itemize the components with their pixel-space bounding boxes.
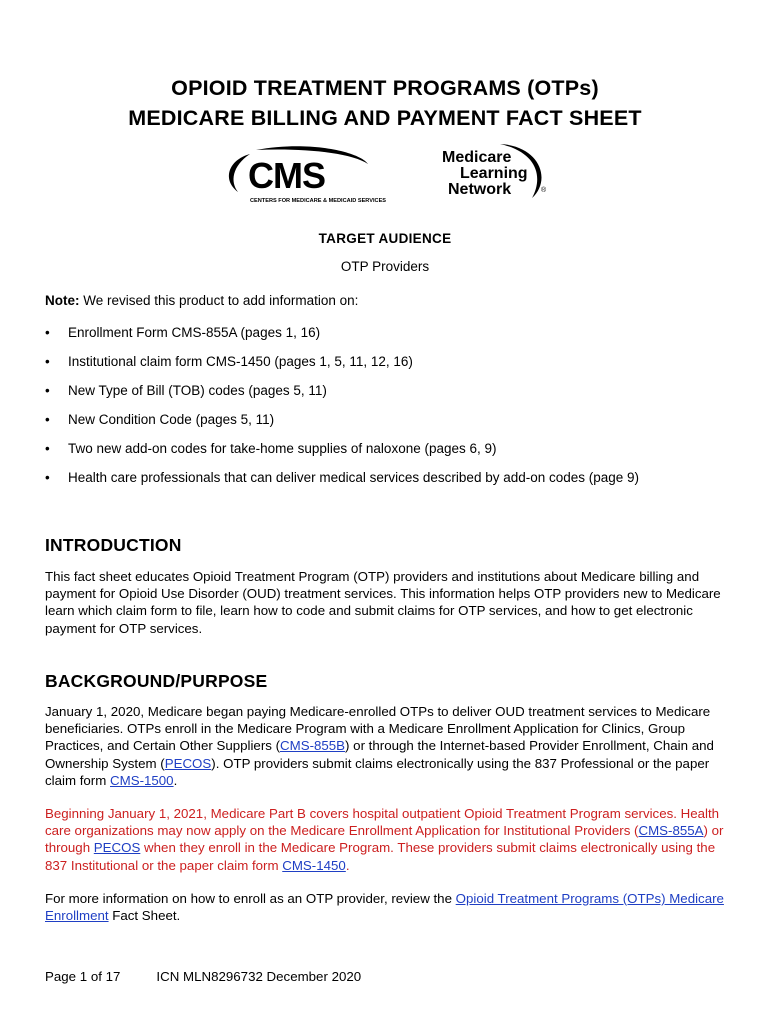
- document-title-line-1: OPIOID TREATMENT PROGRAMS (OTPs): [171, 76, 599, 100]
- page-footer: [45, 969, 361, 984]
- icn-number: ICN MLN8296732 December 2020: [156, 969, 362, 984]
- note-text: We revised this product to add information on:: [79, 293, 359, 308]
- revision-list-item-text: Two new add-on codes for take-home supplies of naloxone (pages 6, 9): [68, 441, 497, 456]
- bullet-icon: •: [45, 470, 50, 485]
- revision-list-item: [45, 318, 725, 347]
- background-heading: BACKGROUND/PURPOSE: [45, 671, 268, 691]
- otp-enrollment-fact-sheet-link[interactable]: Opioid Treatment Programs (OTPs) Medicare Enrollment: [45, 891, 724, 924]
- introduction-text: This fact sheet educates Opioid Treatment Program (OTP) providers and institutions about Medicare billing and payment for Opioid Use Disorder (OUD) treatment services. This information helps OTP providers new to Medicare learn which claim form to file, learn how to code and submit claims for OTP services, and how to get electronic payment for OTP services.: [45, 569, 721, 636]
- bullet-icon: •: [45, 412, 50, 427]
- bullet-icon: •: [45, 441, 50, 456]
- bullet-icon: •: [45, 354, 50, 369]
- svg-text:CENTERS FOR MEDICARE & MEDICAI: CENTERS FOR MEDICARE & MEDICAID SERVICES: [250, 198, 387, 204]
- pecos-link-2[interactable]: PECOS: [93, 840, 141, 856]
- revision-list: [45, 318, 725, 492]
- cms-logo: [220, 146, 387, 206]
- revision-list-item-text: Institutional claim form CMS-1450 (pages 1, 5, 11, 12, 16): [68, 354, 413, 369]
- svg-text:®: ®: [541, 187, 547, 194]
- revision-list-item: [45, 347, 725, 376]
- revision-list-item: [45, 463, 725, 492]
- bullet-icon: •: [45, 383, 50, 398]
- page-number: Page 1 of 17: [45, 969, 121, 984]
- svg-text:Network: Network: [448, 181, 512, 198]
- target-audience-value: OTP Providers: [340, 259, 430, 274]
- svg-text:CMS: CMS: [248, 155, 325, 196]
- revision-list-item: [45, 376, 725, 405]
- revision-list-item: [45, 434, 725, 463]
- cms-855b-link[interactable]: CMS-855B: [280, 738, 346, 754]
- cms-1450-link[interactable]: CMS-1450: [282, 857, 346, 873]
- revision-list-item-text: New Type of Bill (TOB) codes (pages 5, 11): [68, 383, 327, 398]
- background-paragraph-1: January 1, 2020, Medicare began paying Medicare-enrolled OTPs to deliver OUD treatment services to Medicare beneficiaries. OTPs enroll in the Medicare Program with a Medicare Enrollment Application for Clinics, Group Practices, and Certain Other Suppliers (CMS-855B) or through the Internet-based Provider Enrollment, Chain and Ownership System (PECOS). OTP providers submit claims electronically using the 837 Professional or the paper claim form CMS-1500.: [45, 704, 714, 788]
- svg-text:Learning: Learning: [460, 165, 528, 182]
- bullet-icon: •: [45, 325, 50, 340]
- introduction-heading: INTRODUCTION: [45, 535, 182, 555]
- target-audience-heading: TARGET AUDIENCE: [318, 231, 452, 246]
- logo-row: [0, 140, 770, 210]
- revision-list-item-text: Health care professionals that can deliver medical services described by add-on codes (page 9): [68, 470, 640, 485]
- revision-note: [45, 293, 358, 308]
- document-title-line-2: MEDICARE BILLING AND PAYMENT FACT SHEET: [128, 106, 642, 130]
- background-paragraph-3: For more information on how to enroll as an OTP provider, review the Opioid Treatment Programs (OTPs) Medicare Enrollment Fact Sheet.: [45, 891, 724, 924]
- cms-855a-link[interactable]: CMS-855A: [638, 823, 704, 839]
- revision-list-item-text: Enrollment Form CMS-855A (pages 1, 16): [68, 325, 321, 340]
- revision-list-item: [45, 405, 725, 434]
- medicare-learning-network-logo: [440, 140, 552, 204]
- background-paragraph-2: Beginning January 1, 2021, Medicare Part B covers hospital outpatient Opioid Treatment Program services. Health care organizations may now apply on the Medicare Enrollment Application for Institutional Providers (CMS-855A) or through PECOS when they enroll in the Medicare Program. These providers submit claims electronically using the 837 Institutional or the paper claim form CMS-1450.: [45, 806, 724, 873]
- revision-list-item-text: New Condition Code (pages 5, 11): [68, 412, 275, 427]
- cms-1500-link[interactable]: CMS-1500: [110, 772, 174, 788]
- svg-text:Medicare: Medicare: [442, 149, 512, 166]
- note-label: Note:: [45, 293, 80, 308]
- pecos-link[interactable]: PECOS: [164, 755, 212, 771]
